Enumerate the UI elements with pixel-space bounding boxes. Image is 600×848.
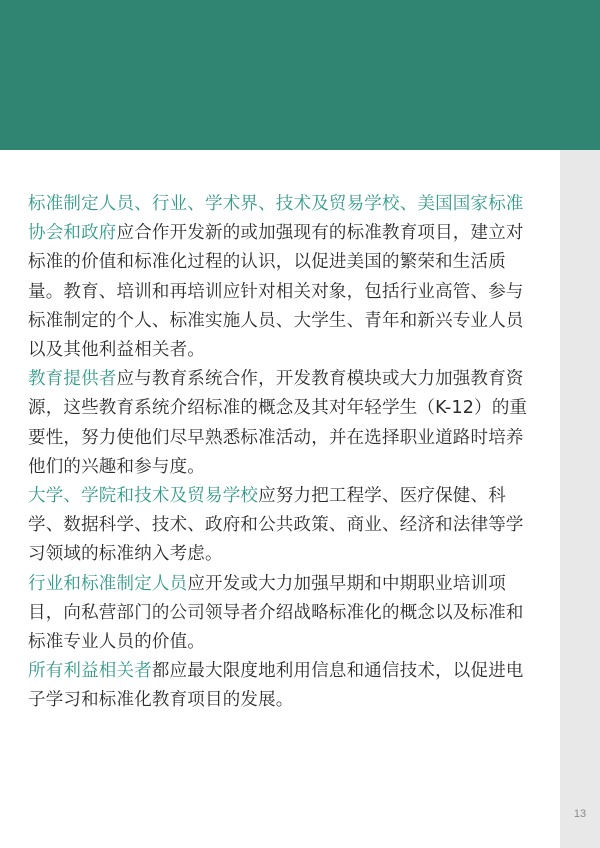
paragraph-text: 应与教育系统合作，开发教育模块或大力加强教育资源，这些教育系统介绍标准的概念及其对年轻学生（K-12）的重要性，努力使他们尽早熟悉标准活动，并在选择职业道路时培养他们的兴趣和参与度。 [28,369,528,477]
header-band [0,0,600,150]
paragraph-industry-training [28,570,538,658]
paragraph-text: 应开发或大力加强早期和中期职业培训项目，向私营部门的公司领导者介绍战略标准化的概念以及标准和标准专业人员的价值。 [28,573,524,653]
side-margin-bar [560,150,600,848]
paragraph-text: 都应最大限度地利用信息和通信技术，以促进电子学习和标准化教育项目的发展。 [28,661,524,711]
body-text [28,190,538,716]
highlight-stakeholders: 标准制定人员、行业、学术界、技术及贸易学校、美国国家标准协会和政府 [28,194,524,244]
paragraph-standards-education [28,190,538,365]
highlight-all-stakeholders: 所有利益相关者 [28,661,152,682]
paragraph-universities [28,482,538,570]
highlight-universities: 大学、学院和技术及贸易学校 [28,486,259,507]
paragraph-education-providers [28,365,538,482]
paragraph-text: 应合作开发新的或加强现有的标准教育项目，建立对标准的价值和标准化过程的认识，以促进美国的繁荣和生活质量。教育、培训和再培训应针对相关对象，包括行业高管、参与标准制定的个人、标准实施人员、大学生、青年和新兴专业人员以及其他利益相关者。 [28,223,524,361]
highlight-industry: 行业和标准制定人员 [28,573,188,594]
page-number: 13 [573,808,587,820]
paragraph-text: 应努力把工程学、医疗保健、科学、数据科学、技术、政府和公共政策、商业、经济和法律等学习领域的标准纳入考虑。 [28,486,524,565]
paragraph-all-stakeholders [28,657,538,715]
highlight-education-providers: 教育提供者 [28,369,117,390]
